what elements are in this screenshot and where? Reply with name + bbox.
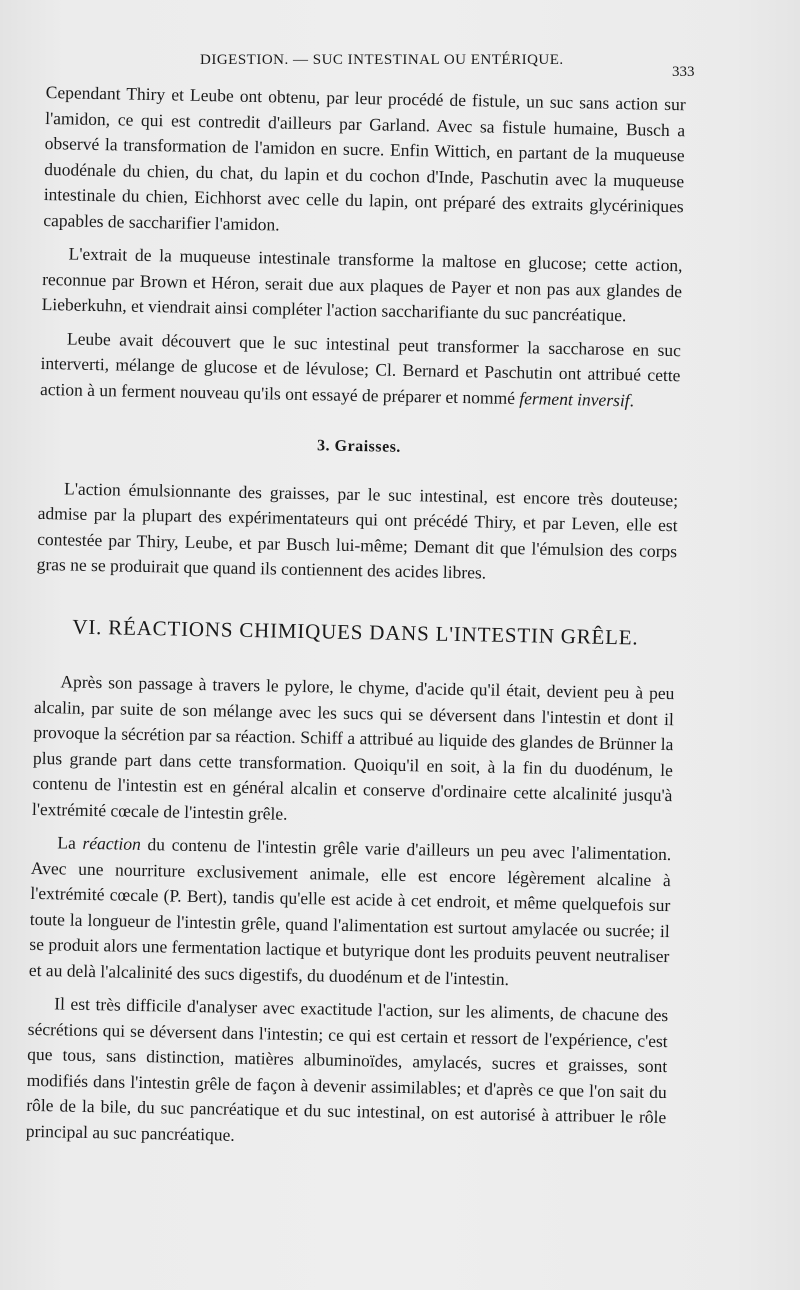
paragraph-maltose: L'extrait de la muqueuse intestinale transforme la maltose en glucose; cette action, reconnue par Brown et Héron, serait due aux plaques de Payer et non pas aux glandes de Lieberkuhn, et viendrait ainsi compléter l'action saccharifiante du suc pancréatique. [41,243,683,326]
paragraph-amidon: Cependant Thiry et Leube ont obtenu, par leur procédé de fistule, un suc sans action sur l'amidon, ce qui est contredit d'ailleurs par Garland. Avec sa fistule humaine, Busch a observé la transformation de l'amidon en sucre. Enfin Wittich, en partant de la muqueuse duodénale du chien, du chat, du lapin et du cochon d'Inde, Paschutin avec la muqueuse intestinale du chien, Eichhorst avec celle du lapin, ont préparé des extraits glycériniques capables de saccharifier l'amidon. [43,81,686,235]
body-text-block [26,80,686,1156]
paragraph-saccharose-end: . [629,389,635,410]
section-heading: VI. RÉACTIONS CHIMIQUES DANS L'INTESTIN GRÊLE. [72,614,639,649]
paragraph-reaction-start: La [57,832,83,853]
paragraph-conclusion: Il est très difficile d'analyser avec exactitude l'action, sur les aliments, de chacune des sécrétions qui se déversent dans l'intestin; ce qui est certain et ressort de l'expérience, c'est que tous, sans distinction, matières albuminoïdes, amylacés, sucres et graisses, sont modifiés dans l'intestin grêle de façon à devenir assimilables; et d'après ce que l'on sait du rôle de la bile, du suc pancréatique et du suc intestinal, on est autorisé à attribuer le rôle principal au suc pancréatique. [25,993,669,1145]
paragraph-reaction [29,830,672,995]
page-number: 333 [672,64,695,80]
paragraph-graisses: L'action émulsionnante des graisses, par le suc intestinal, est encore très douteuse; admise par la plupart des expérimentateurs qui ont précédé Thiry, et par Leven, elle est contestée par Thiry, Leube, et par Busch lui-même; Demant dit que l'émulsion des corps gras ne se produirait que quand ils contiennent des acides libres. [36,477,679,583]
paragraph-saccharose [40,325,681,414]
paragraph-chyme: Après son passage à travers le pylore, le chyme, d'acide qu'il était, devient peu à peu alcalin, par suite de son mélange avec les sucs qui se déversent dans l'intestin et dont il provoque la sécrétion par sa réaction. Schiff a attribué au liquide des glandes de Brünner la plus grande part dans cette transformation. Quoiqu'il en soit, à la fin du duodénum, le contenu de l'intestin est en général alcalin et conserve d'ordinaire cette alcalinité jusqu'à l'extrémité cœcale de l'intestin grêle. [31,671,675,824]
subsection-heading: 3. Graisses. [316,437,402,456]
reaction-term: réaction [82,832,142,854]
running-head: DIGESTION. — SUC INTESTINAL OU ENTÉRIQUE. [200,52,564,68]
paragraph-reaction-text: du contenu de l'intestin grêle varie d'ailleurs un peu avec l'alimentation. Avec une nourriture exclusivement animale, elle est encore légèrement alcaline à l'extrémité cœcale (P. Bert), tandis qu'elle est acide à cet endroit, et même quelquefois sur toute la longueur de l'intestin grêle, quand l'alimentation est surtout amylacée ou sucrée; il se produit alors une fermentation lactique et butyrique dont les produits peuvent neutraliser et au delà l'alcalinité des sucs digestifs, du duodénum et de l'intestin. [28,833,672,989]
ferment-inversif-term: ferment inversif [519,387,630,410]
paragraph-saccharose-text: Leube avait découvert que le suc intestinal peut transformer la saccharose en suc interverti, mélange de glucose et de lévulose; Cl. Bernard et Paschutin ont attribué cette action à un ferment nouveau qu'ils ont essayé de préparer et nommé [39,327,682,408]
